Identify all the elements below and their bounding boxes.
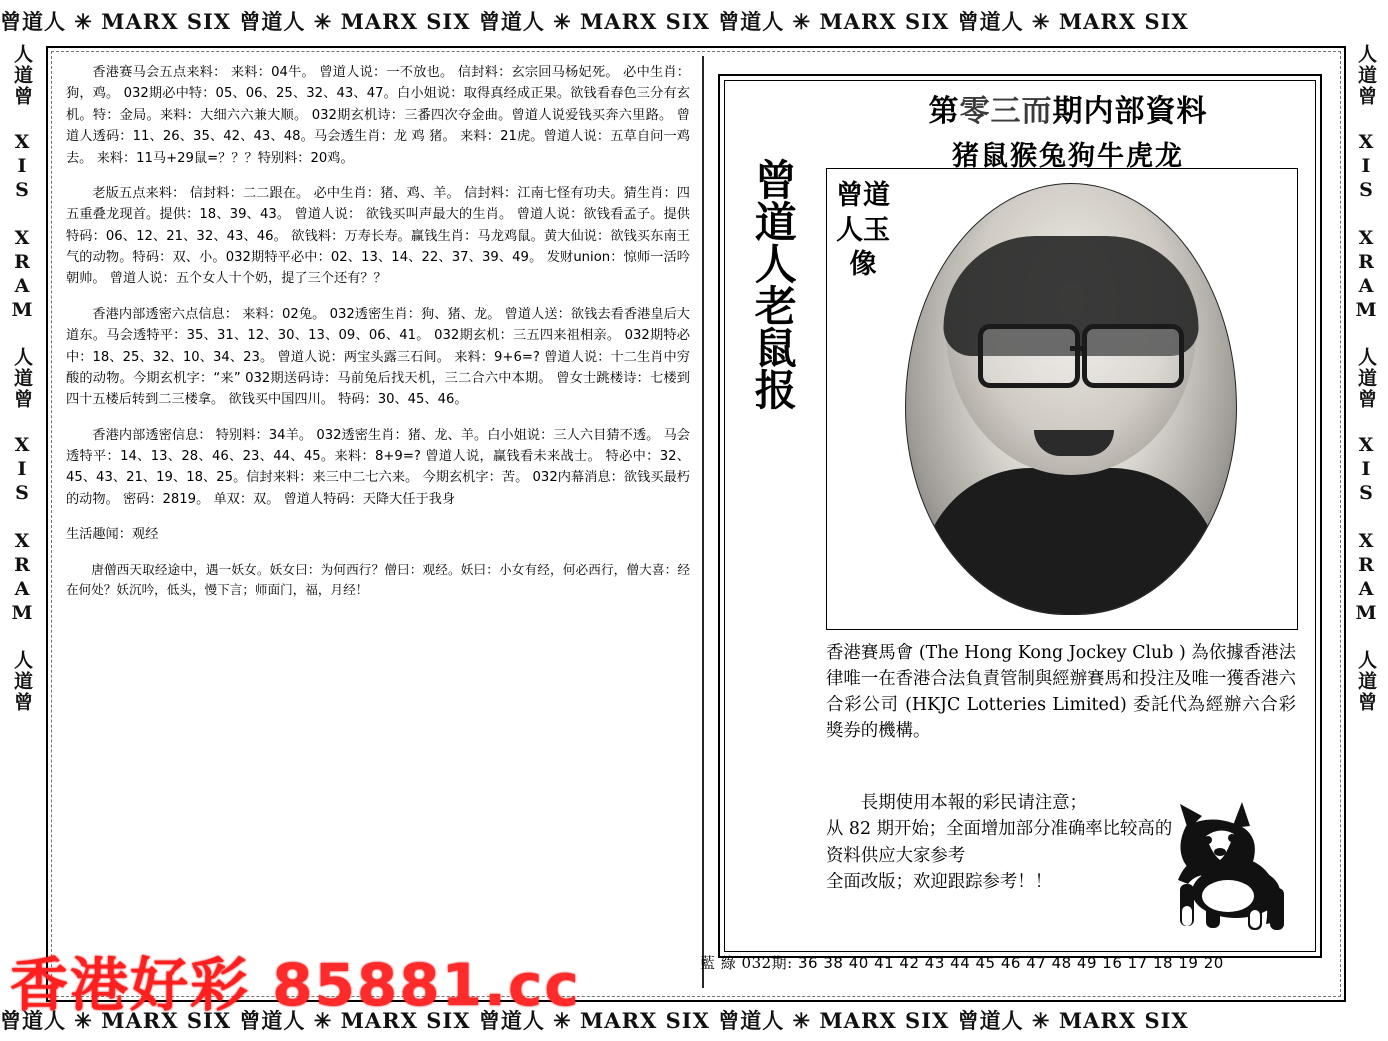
glasses-right-icon — [1082, 324, 1184, 388]
left-text-column — [52, 52, 702, 992]
article-paragraph: 香港赛马会五点来料： 来料：04牛。 曾道人说：一不放也。 信封料：玄宗回马杨妃死。 必中生肖：狗，鸡。 032期必中特：05、06、25、32、43、47。白小姐说：取得真经成正果。欲钱看春色三分有玄机。特：金局。来料：大细六六兼大顺。 032期玄机诗：三番四次夺金曲。曾道人说爱钱买奔六里路。 曾道人透码：11、26、35、42、43、48。马会透生肖：龙 鸡 猪。 来料：21虎。曾道人说：五草自问一鸡去。 来料：11马+29鼠=？？？特别料：20鸡。 — [66, 65, 690, 166]
article-subheading: 生活趣闻：观经 — [66, 527, 159, 543]
portrait-photo — [905, 183, 1237, 615]
notice-line: 从 82 期开始；全面增加部分准确率比较高的资料供应大家参考 — [826, 819, 1173, 866]
border-band-right — [1344, 44, 1388, 1000]
masthead-box — [718, 74, 1322, 958]
border-band-left-text: 人道曾 XIS XRAM 人道曾 XIS XRAM 人道曾 — [11, 44, 33, 713]
bottom-number-values: 36 38 40 41 42 43 44 45 46 47 48 49 16 17 18 19 20 — [798, 954, 1224, 972]
issue-headline-suffix: 期内部資料 — [1052, 94, 1208, 129]
bottom-number-label: 藍 綠 032期: — [700, 954, 793, 972]
border-band-left — [0, 44, 44, 1000]
jockey-club-text: 香港賽馬會 (The Hong Kong Jockey Club ) 為依據香港法律唯一在香港合法負責管制與經辦賽馬和投注及唯一獲香港六合彩公司 (HKJC Lotteries Limited) 委託代為經辦六合彩獎券的機構。 — [826, 643, 1296, 742]
watermark-text: 香港好彩 — [10, 951, 251, 1019]
content-columns — [52, 52, 1336, 992]
border-band-right-text: 人道曾 XIS XRAM 人道曾 XIS XRAM 人道曾 — [1355, 44, 1377, 713]
corgi-dog-icon — [1136, 796, 1306, 946]
portrait-frame — [826, 168, 1298, 630]
zodiac-subline: 猪鼠猴兔狗牛虎龙 — [952, 141, 1184, 172]
right-panel-column — [704, 52, 1336, 992]
issue-headline — [826, 86, 1310, 130]
issue-headline-number: 零三而 — [959, 94, 1053, 129]
notice-line: 全面改版；欢迎跟踪参考！！ — [826, 872, 1053, 893]
watermark-number: 85881.cc — [272, 951, 581, 1019]
portrait-caption: 曾道人玉像 — [836, 180, 890, 281]
border-band-top: 曾道人 ✳ MARX SIX 曾道人 ✳ MARX SIX 曾道人 ✳ MARX SIX 曾道人 ✳ MARX SIX 曾道人 ✳ MARX SIX — [0, 9, 1189, 34]
portrait-shirt — [921, 468, 1221, 615]
article-paragraph: 唐僧西天取经途中，遇一妖女。妖女曰：为何西行？僧曰：观经。妖曰：小女有经，何必西行，僧大喜：经在何处？妖沉吟，低头，慢下言；师面门，福，月经！ — [66, 561, 690, 597]
masthead-inner — [730, 84, 1310, 948]
notice-line: 長期使用本報的彩民请注意； — [860, 793, 1087, 813]
article-paragraph: 老版五点来料： 信封料：二二跟在。 必中生肖：猪、鸡、羊。 信封料：江南七怪有功夫。猜生肖：四五重叠龙现首。提供：18、39、43。 曾道人说： 欲钱买叫声最大的生肖。 曾道人说：欲钱看孟子。提供特码：06、12、21、32、43、46。 欲钱料：万寿长寿。赢钱生肖：马龙鸡鼠。黄大仙说：欲钱买东南王气的动物。特码：双、小。032期特平必中：02、13、14、22、37、39、49。 发财union：惊师一活吟朝帅。 曾道人说：五个女人十个奶，提了三个还有？？ — [66, 185, 690, 287]
border-band-bottom: 曾道人 ✳ MARX SIX 曾道人 ✳ MARX SIX 曾道人 ✳ MARX SIX 曾道人 ✳ MARX SIX 曾道人 ✳ MARX SIX — [0, 1008, 1189, 1033]
brand-vertical-text: 曾道人老鼠报 — [748, 158, 798, 410]
notice-block — [826, 790, 1176, 896]
issue-headline-prefix: 第 — [928, 94, 960, 129]
brand-vertical-title — [730, 158, 816, 718]
glasses-bridge-icon — [1070, 346, 1082, 351]
watermark — [10, 940, 910, 1030]
article-paragraph: 香港内部透密六点信息： 来料：02兔。 032透密生肖：狗、猪、龙。 曾道人送：欲钱去看香港皇后大道东。马会透特平：35、31、12、30、13、09、06、41。 032期玄机：三五四来祖相亲。 032期特必中：18、25、32、10、34、23。 曾道人说：两宝头露三石间。 来料：9+6=? 曾道人说：十二生肖中穷酸的动物。今期玄机字：“来” 032期送码诗：马前兔后找天机，三二合六中本期。 曾女士跳楼诗：七楼到四十五楼后转到二三楼拿。 欲钱买中国四川。 特码：30、45、46。 — [66, 306, 690, 408]
glasses-left-icon — [978, 324, 1080, 388]
article-paragraph: 香港内部透密信息： 特别料：34羊。 032透密生肖：猪、龙、羊。白小姐说：三人六目猜不透。 马会透特平：14、13、28、46、23、44、45。来料：8+9=? 曾道人说，赢钱看未来战士。 特必中：32、45、43、21、19、18、25。信封来料：来三中二七六来。 今期玄机字：苦。 032内幕消息：欲钱买最朽的动物。 密码：2819。 单双：双。 曾道人特码：天降大任于我身 — [66, 427, 690, 507]
